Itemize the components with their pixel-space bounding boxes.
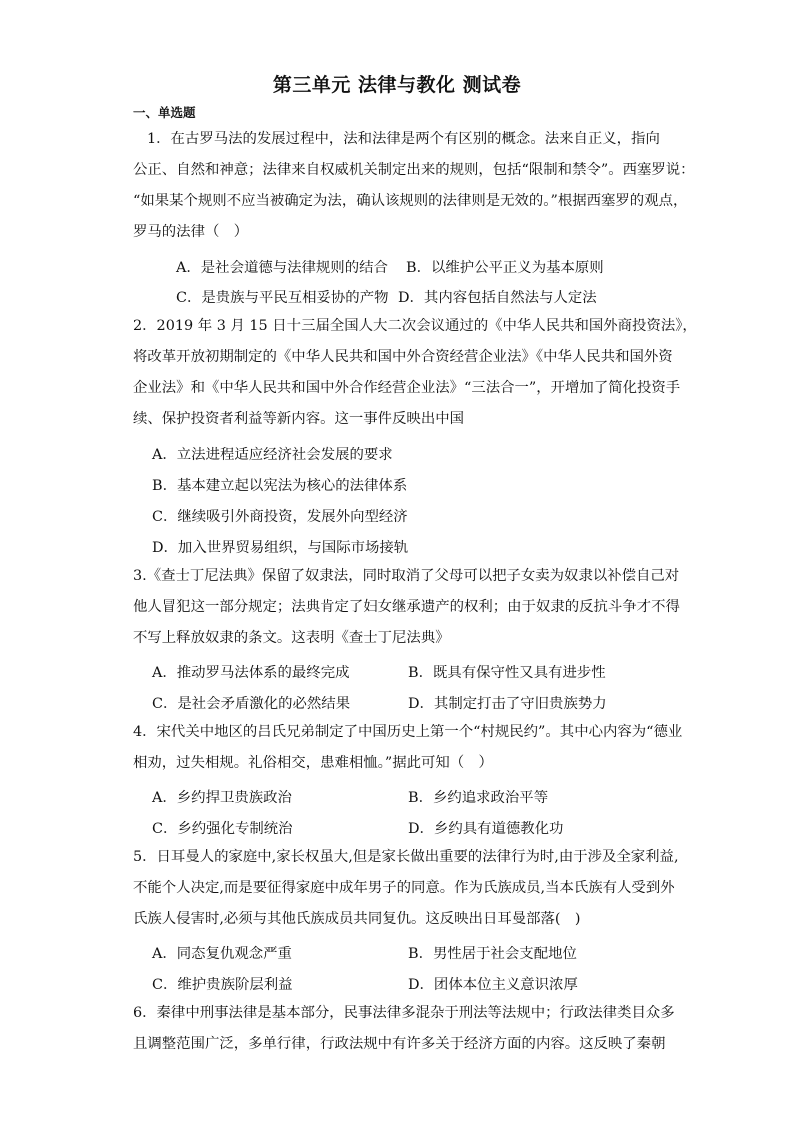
- option-c[interactable]: C．是贵族与平民互相妥协的产物: [176, 290, 389, 306]
- question-line: 氏族人侵害时,必须与其他氏族成员共同复仇。这反映出日耳曼部落( ): [133, 911, 581, 927]
- page-title: 第三单元 法律与教化 测试卷: [272, 74, 522, 96]
- question-line: 企业法》和《中华人民共和国中外合作经营企业法》“三法合一”，开增加了简化投资手: [133, 380, 681, 396]
- question-4: [133, 717, 683, 779]
- option-c[interactable]: C．乡约强化专制统治: [152, 821, 293, 837]
- question-line: 罗马的法律（ ）: [133, 224, 249, 240]
- question-line: 1．在古罗马法的发展过程中，法和法律是两个有区别的概念。法来自正义，指向: [147, 131, 660, 147]
- question-line: 4．宋代关中地区的吕氏兄弟制定了中国历史上第一个“村规民约”。其中心内容为“德业: [133, 724, 683, 740]
- option-b[interactable]: B．男性居于社会支配地位: [408, 946, 577, 962]
- question-line: 续、保护投资者利益等新内容。这一事件反映出中国: [133, 411, 464, 427]
- option-b[interactable]: B．乡约追求政治平等: [408, 790, 549, 806]
- option-b[interactable]: B．以维护公平正义为基本原则: [406, 260, 604, 276]
- option-a[interactable]: A．立法进程适应经济社会发展的要求: [152, 447, 393, 463]
- question-6: [133, 998, 675, 1060]
- question-line: 不写上释放奴隶的条文。这表明《查士丁尼法典》: [133, 630, 450, 646]
- question-line: 相劝，过失相规。礼俗相交，患难相恤。”据此可知（ ）: [133, 755, 493, 771]
- question-line: 且调整范围广泛，多单行律，行政法规中有许多关于经济方面的内容。这反映了秦朝: [133, 1036, 666, 1052]
- question-line: 将改革开放初期制定的《中华人民共和国中外合资经营企业法》《中华人民共和国外资: [133, 349, 673, 365]
- option-a[interactable]: A．推动罗马法体系的最终完成: [152, 665, 350, 681]
- question-line: 公正、自然和神意；法律来自权威机关制定出来的规则，包括“限制和禁令”。西塞罗说：: [133, 162, 695, 178]
- question-line: “如果某个规则不应当被确定为法，确认该规则的法律则是无效的。”根据西塞罗的观点，: [133, 193, 688, 209]
- option-d[interactable]: D．团体本位主义意识浓厚: [408, 977, 578, 993]
- option-d[interactable]: D．加入世界贸易组织，与国际市场接轨: [152, 540, 409, 556]
- question-line: 不能个人决定,而是要征得家庭中成年男子的同意。作为氏族成员,当本氏族有人受到外: [133, 880, 675, 896]
- option-c[interactable]: C．继续吸引外商投资，发展外向型经济: [152, 509, 408, 525]
- question-line: 3.《查士丁尼法典》保留了奴隶法，同时取消了父母可以把子女卖为奴隶以补偿自己对: [133, 568, 680, 584]
- option-d[interactable]: D．其内容包括自然法与人定法: [398, 290, 597, 306]
- question-line: 5．日耳曼人的家庭中,家长权虽大,但是家长做出重要的法律行为时,由于涉及全家利益,: [133, 849, 679, 865]
- question-5: [133, 842, 679, 935]
- question-2: [133, 311, 697, 435]
- option-c[interactable]: C．是社会矛盾激化的必然结果: [152, 696, 351, 712]
- question-1: [133, 124, 695, 248]
- question-line: 2．2019 年 3 月 15 日十三届全国人大二次会议通过的《中华人民共和国外商投资法》，: [133, 318, 697, 334]
- option-d[interactable]: D．其制定打击了守旧贵族势力: [408, 696, 607, 712]
- option-a[interactable]: A．乡约捍卫贵族政治: [152, 790, 292, 806]
- option-c[interactable]: C．维护贵族阶层利益: [152, 977, 293, 993]
- section-heading: 一、单选题: [133, 105, 196, 120]
- option-d[interactable]: D．乡约具有道德教化功: [408, 821, 564, 837]
- option-b[interactable]: B．既具有保守性又具有进步性: [408, 665, 606, 681]
- option-b[interactable]: B．基本建立起以宪法为核心的法律体系: [152, 478, 408, 494]
- option-a[interactable]: A．是社会道德与法律规则的结合: [176, 260, 388, 276]
- question-line: 6．秦律中刑事法律是基本部分，民事法律多混杂于刑法等法规中；行政法律类目众多: [133, 1005, 675, 1021]
- option-a[interactable]: A．同态复仇观念严重: [152, 946, 292, 962]
- question-3: [133, 561, 680, 654]
- question-line: 他人冒犯这一部分规定；法典肯定了妇女继承遗产的权利；由于奴隶的反抗斗争才不得: [133, 599, 680, 615]
